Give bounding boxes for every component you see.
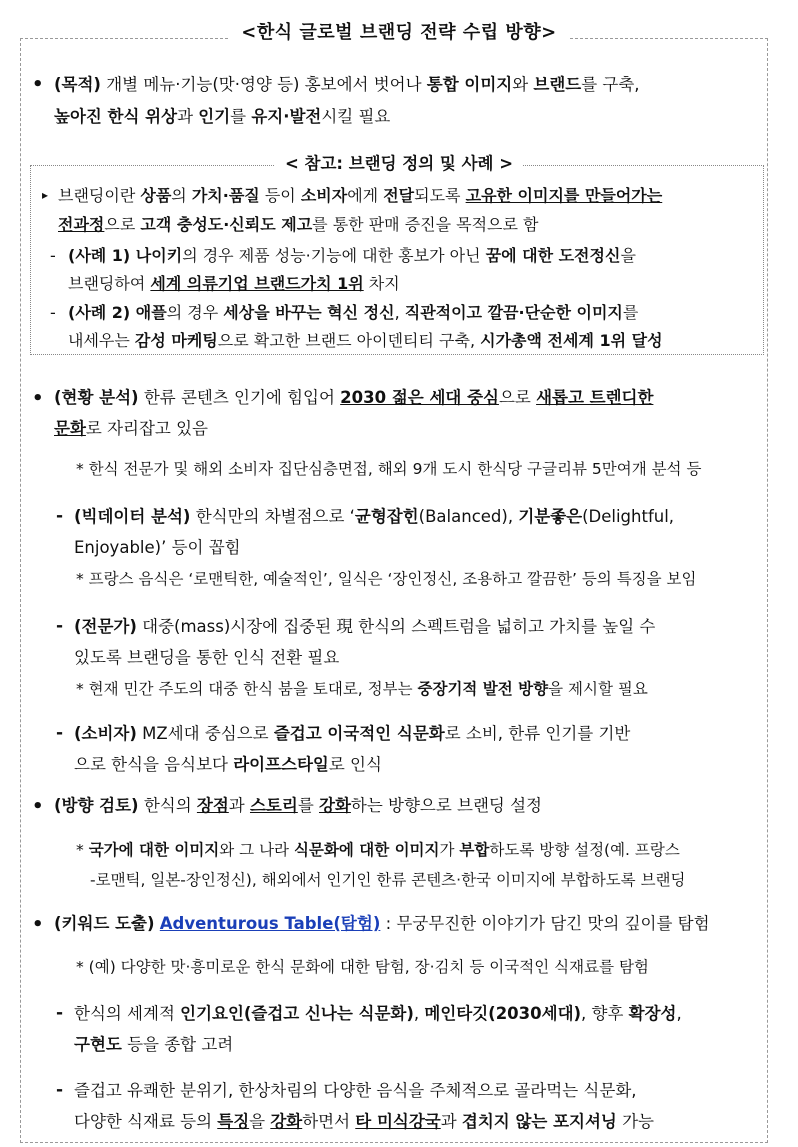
expert-line-2: 있도록 브랜딩을 통한 인식 전환 필요 [74,648,340,667]
branding-definition-line-1: 브랜딩이란 상품의 가치·품질 등이 소비자에게 전달되도록 고유한 이미지를 만들어가는 [58,186,663,205]
keyword-dash-1: - [56,1003,64,1023]
expert-note: * 현재 민간 주도의 대중 한식 붐을 토대로, 정부는 중장기적 발전 방향을 제시할 필요 [76,680,648,698]
bullet-dot: • [32,796,44,817]
direction-note-line-1: * 국가에 대한 이미지와 그 나라 식문화에 대한 이미지가 부합하도록 방향 설정(예. 프랑스 [76,841,680,859]
case2-line-1: (사례 2) 애플의 경우 세상을 바꾸는 혁신 정신, 직관적이고 깔끔·단순한 이미지를 [68,303,639,322]
keyword-link[interactable]: Adventurous Table(탐험) [159,914,381,933]
status-line-2: 문화로 자리잡고 있음 [54,419,208,438]
keyword-note: * (예) 다양한 맛·흥미로운 한식 문화에 대한 탐험, 장·김치 등 이국적인 식재료를 탐험 [76,958,649,976]
keyword-dash-2: - [56,1080,64,1100]
case2-line-2: 내세우는 감성 마케팅으로 확고한 브랜드 아이덴티티 구축, 시가총액 전세계 1위 달성 [68,331,663,350]
bullet-dot: • [32,74,44,95]
bullet-dot: • [32,388,44,409]
keyword-d1-line-2: 구현도 등을 종합 고려 [74,1035,234,1054]
bigdata-note: * 프랑스 음식은 ‘로맨틱한, 예술적인’, 일식은 ‘장인정신, 조용하고 깔끔한’ 등의 특징을 보임 [76,570,697,588]
keyword-d2-line-1: 즐겁고 유쾌한 분위기, 한상차림의 다양한 음식을 주체적으로 골라먹는 식문화, [74,1081,637,1100]
expert-line-1: (전문가) 대중(mass)시장에 집중된 現 한식의 스펙트럼을 넓히고 가치를 높일 수 [74,617,656,636]
case1-line-2: 브랜딩하여 세계 의류기업 브랜드가치 1위 차지 [68,274,400,293]
expert-dash: - [56,616,64,636]
bigdata-line-2: Enjoyable)’ 등이 꼽힘 [74,538,241,557]
consumer-dash: - [56,723,64,743]
direction-note-line-2: -로맨틱, 일본-장인정신), 해외에서 인기인 한류 콘텐츠·한국 이미지에 부합하도록 브랜딩 [90,871,686,889]
reference-title: < 참고: 브랜딩 정의 및 사례 > [0,150,798,174]
status-note: * 한식 전문가 및 해외 소비자 집단심층면접, 해외 9개 도시 한식당 구글리뷰 5만여개 분석 등 [76,460,702,478]
purpose-line-1: (목적) 개별 메뉴·기능(맛·영양 등) 홍보에서 벗어나 통합 이미지와 브랜드를 구축, [54,75,640,94]
purpose-label: (목적) [54,75,101,94]
case1-line-1: (사례 1) 나이키의 경우 제품 성능·기능에 대한 홍보가 아닌 꿈에 대한 도전정신을 [68,246,636,265]
keyword-d2-line-2: 다양한 식재료 등의 특징을 강화하면서 타 미식강국과 겹치지 않는 포지셔닝 가능 [74,1112,654,1131]
bigdata-dash: - [56,506,64,526]
bigdata-line-1: (빅데이터 분석) 한식만의 차별점으로 ‘균형잡힌(Balanced), 기분좋은(Delightful, [74,507,675,526]
consumer-line-2: 으로 한식을 음식보다 라이프스타일로 인식 [74,755,382,774]
purpose-line-2: 높아진 한식 위상과 인기를 유지·발전시킬 필요 [54,107,391,126]
triangle-marker: ▸ [42,188,49,202]
case2-dash: - [50,303,56,322]
branding-definition-line-2: 전과정으로 고객 충성도·신뢰도 제고를 통한 판매 증진을 목적으로 함 [58,215,539,234]
case1-dash: - [50,246,56,265]
keyword-line: (키워드 도출) Adventurous Table(탐험) : 무궁무진한 이야기가 담긴 맛의 깊이를 탐험 [54,914,710,933]
consumer-line-1: (소비자) MZ세대 중심으로 즐겁고 이국적인 식문화로 소비, 한류 인기를 기반 [74,724,631,743]
keyword-d1-line-1: 한식의 세계적 인기요인(즐겁고 신나는 식문화), 메인타깃(2030세대), 향후 확장성, [74,1004,682,1023]
page-title: <한식 글로벌 브랜딩 전략 수립 방향> [0,18,798,44]
status-line-1: (현황 분석) 한류 콘텐츠 인기에 힘입어 2030 젊은 세대 중심으로 새롭고 트렌디한 [54,388,654,407]
direction-line: (방향 검토) 한식의 장점과 스토리를 강화하는 방향으로 브랜딩 설정 [54,796,542,815]
bullet-dot: • [32,914,44,935]
